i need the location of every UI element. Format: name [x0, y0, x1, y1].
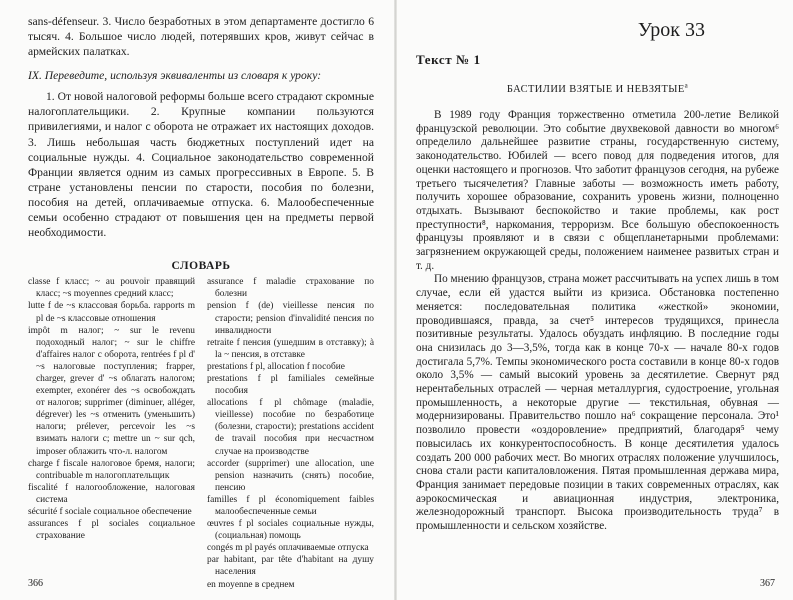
dictionary-entry: lutte f de ~s классовая борьба. rapports m pl de ~s классовые отношения: [28, 301, 195, 324]
dictionary-column-2: [207, 276, 374, 590]
page-number: 366: [28, 578, 43, 589]
dictionary-column-1: [28, 276, 195, 590]
dictionary-entry: fiscalité f налогообложение, налоговая система: [28, 482, 195, 505]
dictionary-entry: accorder (supprimer) une allocation, une pension назначить (снять) пособие, пенсию: [207, 458, 374, 493]
exercise-heading: IX. Переведите, используя эквиваленты из словаря к уроку:: [28, 69, 322, 83]
dictionary-entry: assurances f pl sociales социальное страхование: [28, 519, 195, 542]
footnote-marker: а: [684, 81, 689, 90]
left-page: [0, 0, 396, 600]
dictionary-entry: allocations f pl chômage (maladie, vieillesse) пособие по безработице (болезни, старости); prestations accident de travail пособия при несчастном случае на производстве: [207, 398, 374, 457]
text-title-label: БАСТИЛИИ ВЗЯТЫЕ И НЕВЗЯТЫЕ: [506, 84, 685, 95]
dictionary-entry: pension f (de) vieillesse пенсия по старости; pension d'invalidité пенсия по инвалидности: [207, 301, 374, 336]
paragraph: По мнению французов, страна может рассчитывать на успех лишь в том случае, если ей удастся выйти из кризиса. Обстановка постепенно меняется: последовательная политика «жесткой» экономии, проводившаяся, правда, за счет⁵ интересов трудящихся, принесла позитивные результаты. Удалось обуздать инфляцию. В последние годы она снизилась до 3—3,5%, тогда как в конце 70-х — начале 80-х годов достигала 5,7%. Темпы экономического роста составили в конце 80-х годов около 3,5% — самый высокий уровень за десятилетие. Свернут ряд нерентабельных отраслей — черная металлургия, судостроение, угольная промышленность, а некоторые другие — текстильная, обувная — модернизированы. Правительство пошло на⁶ сокращение персонала. Это¹ позволило провести «оздоровление» предприятий, благодаря⁵ чему повысилась их конкурентоспособность. В конце десятилетия удалось создать 200 000 рабочих мест. Во многих отраслях положение улучшилось, снова стали расти капиталовложения. Пятая промышленная держава мира, Франция занимает передовые позиции в таких современных отраслях, как аэрокосмическая и авиационная индустрия, электроника, железнодорожный транспорт. Высока производительность труда⁷ в промышленности и сельском хозяйстве.: [416, 273, 779, 533]
text-title: [416, 81, 779, 95]
dictionary-entry: prestations f pl familiales семейные пособия: [207, 373, 374, 397]
dictionary-entry: prestations f pl, allocation f пособие: [207, 361, 345, 372]
dictionary-entry: par habitant, par tête d'habitant на душу населения: [207, 555, 374, 578]
dictionary-entry: en moyenne в среднем: [207, 579, 295, 590]
dictionary: [28, 276, 374, 590]
dictionary-entry: congés m pl payés оплачиваемые отпуска: [207, 543, 369, 554]
dictionary-entry: charge f fiscale налоговое бремя, налоги; contribuable m налогоплательщик: [28, 458, 195, 481]
paragraph: В 1989 году Франция торжественно отметила 200-летие Великой французской революции. Это событие двухвековой давности во многом⁶ определило дальнейшее развитие страны, государственную систему, законодательство. Юбилей — всего повод для подведения итогов, для оценки настоящего и прогнозов. Что заботит французов сегодня, на рубеже третьего тысячелетия? Главные заботы — возможность иметь работу, получить хорошее образование, сохранить уровень жизни, полноценно отдыхать. Вызывают беспокойство и такие проблемы, как рост преступности⁸, наркомания, терроризм. Все большую обеспокоенность французы проявляют и в связи с общепланетарными проблемами: загрязнением окружающей среды, положением наименее развитых стран и т. д.: [416, 109, 779, 272]
dictionary-entry: assurance f maladie страхование по болезни: [207, 277, 374, 300]
dictionary-entry: familles f pl économiquement faibles малообеспеченные семьи: [207, 494, 374, 517]
dictionary-entry: impôt m налог; ~ sur le revenu подоходный налог; ~ sur le chiffre d'affaires налог с оборота, rentrées f pl d' ~s налоговые поступления; frapper, charger, grever d' ~s облагать налогом; exempter, exonérer des ~s освобождать от налогов; supprimer (diminuer, alléger, dégrever) les ~s отменить (уменьшить) налоги; prélever, percevoir les ~s взимать налоги с; mettre un ~ sur qch, imposer облажить что-л. налогом: [28, 325, 195, 457]
dictionary-entry: œuvres f pl sociales социальные нужды, (социальная) помощь: [207, 519, 374, 542]
dictionary-entry: retraite f пенсия (ушедшим в отставку); à la ~ пенсия, в отставке: [207, 337, 374, 360]
lesson-title: Урок 33: [637, 19, 705, 41]
dictionary-entry: classe f класс; ~ au pouvoir правящий класс; ~s moyennes средний класс;: [28, 277, 195, 300]
right-page: [396, 0, 793, 600]
dictionary-entry: sécurité f sociale социальное обеспечение: [28, 507, 192, 517]
text-number-heading: Текст № 1: [416, 52, 481, 67]
page-number: 367: [760, 578, 775, 589]
exercise-text: 1. От новой налоговой реформы больше всего страдают скромные налогоплательщики. 2. Крупные компании пользуются привилегиями, и налог с оборота не отражает их настоящих доходов. 3. Лишь небольшая часть бюджетных поступлений идет на социальные нужды. 4. Социальное законодательство современной Франции является одним из самых прогрессивных в Европе. 5. В стране установлены пенсии по старости, пособия по болезни, пособия на детей, оплачиваемые отпуска. 6. Малообеспеченные семьи особенно страдают от повышения цен на предметы первой необходимости.: [28, 90, 374, 240]
intro-text: sans-défenseur. 3. Число безработных в этом департаменте достигло 6 тысяч. 4. Большое число людей, потерявших кров, живут сейчас в армейских палатках.: [28, 15, 374, 59]
dictionary-title: СЛОВАРЬ: [171, 260, 231, 273]
